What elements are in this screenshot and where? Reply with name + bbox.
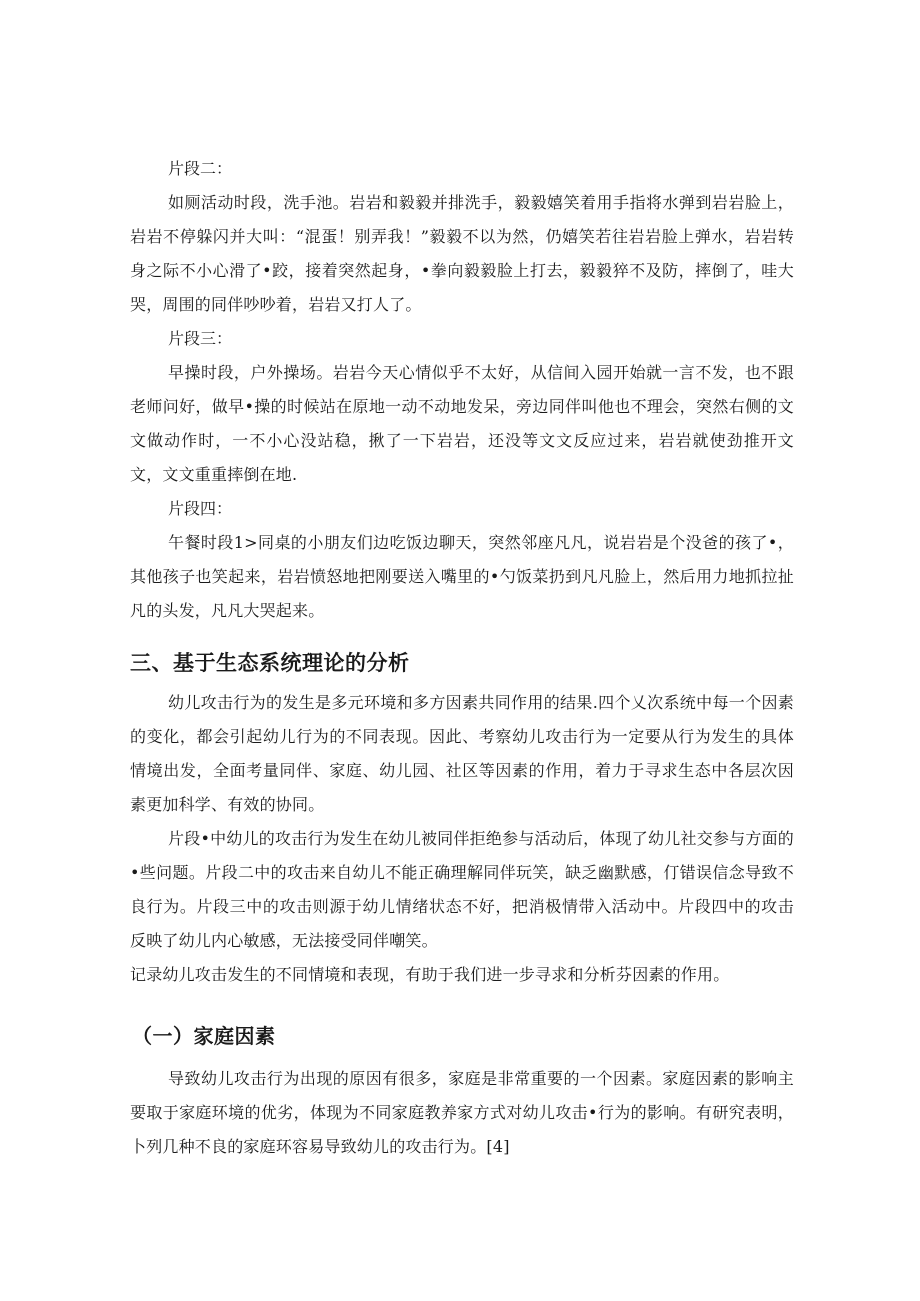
section3-heading: 三、基于生态系统理论的分析	[130, 651, 410, 675]
segment3-text: 早操时段，户外操场。岩岩今天心情似乎不太好，从信间入园开始就一言不发，也不跟老师问好，做早•操的时候站在原地一动不动地发呆，旁边同伴叫他也不理会，突然右侧的文文做动作时，一不小心没站稳，揪了一下岩岩，还没等文文反应过来，岩岩就使劲推开文文，文文重重摔倒在地.	[130, 363, 794, 484]
segment2-text: 如厕活动时段，洗手池。岩岩和毅毅并排洗手，毅毅嬉笑着用手指将水弹到岩岩脸上，岩岩不停躲闪并大叫：“混蛋！别弄我！”毅毅不以为然，仍嬉笑若往岩岩脸上弹水，岩岩转身之际不小心滑了•跤，接着突然起身，•拳向毅毅脸上打去，毅毅猝不及防，摔倒了，哇大哭，周围的同伴吵吵着，岩岩又打人了。	[130, 193, 794, 314]
segment4-text: 午餐时段1>同桌的小朋友们边吃饭边聊天，突然邻座凡凡，说岩岩是个没爸的孩了•，其他孩子也笑起来，岩岩愤怒地把刚要送入嘴里的•勺饭菜扔到凡凡脸上，然后用力地抓拉扯凡的头发，凡凡大哭起来。	[130, 533, 794, 620]
section3-paragraph-2: 片段•中幼儿的攻击行为发生在幼儿被同伴拒绝参与活动后，体现了幼儿社交参与方面的•些问题。片段二中的攻击来自幼儿不能正确理解同伴玩笑，缺乏幽默感，仃错误信念导致不良行为。片段三中的攻击则源于幼儿情绪状态不好，把消极情带入活动中。片段四中的攻击反映了幼儿内心敏感，无法接受同伴嘲笑。	[130, 829, 794, 950]
segment4-label: 片段四：	[168, 499, 233, 518]
section3-paragraph-3: 记录幼儿攻击发生的不同情境和表现，有助于我们进一步寻求和分析芬因素的作用。	[130, 965, 730, 984]
segment2-label: 片段二：	[168, 159, 233, 178]
subsection1-heading: （一）家庭因素	[132, 1024, 276, 1048]
section3-paragraph-1: 幼儿攻击行为的发生是多元环境和多方因素共同作用的结果.四个乂次系统中每一个因素的变化，都会引起幼儿行为的不同表现。因此、考察幼儿攻击行为一定要从行为发生的具体情境出发，全面考量同伴、家庭、幼儿园、社区等因素的作用，着力于寻求生态中各层次因素更加科学、有效的协同。	[130, 693, 794, 814]
subsection1-paragraph-1: 导致幼儿攻击行为出现的原因有很多，家庭是非常重要的一个因素。家庭因素的影响主要取于家庭环境的优劣，体现为不同家庭教养家方式对幼儿攻击•行为的影响。有研究表明，卜列几种不良的家庭环容易导致幼儿的攻击行为。[4]	[130, 1069, 794, 1156]
segment3-label: 片段三：	[168, 329, 233, 348]
